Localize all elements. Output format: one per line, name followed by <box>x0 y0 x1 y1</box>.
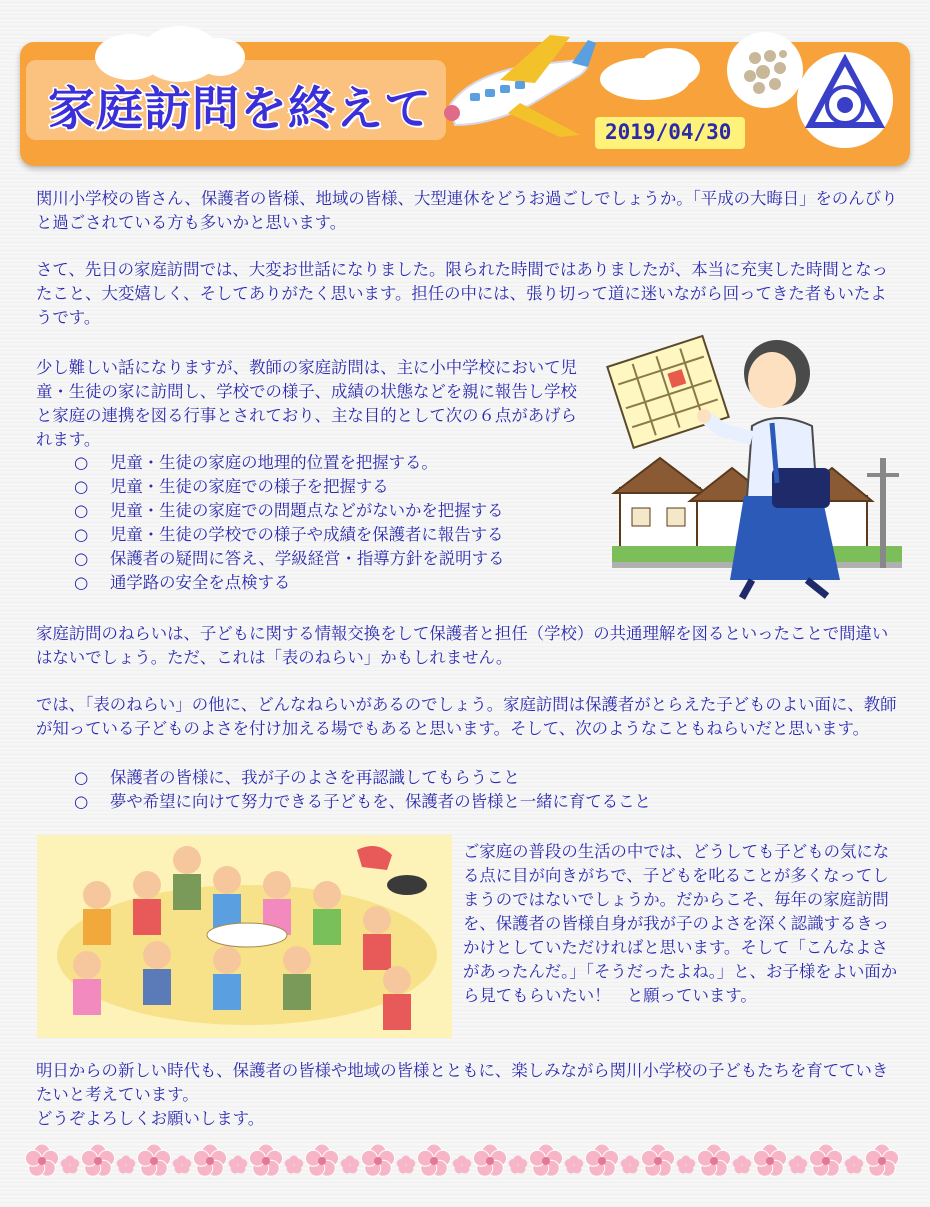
list-item <box>74 523 503 547</box>
date-text: 2019/04/30 <box>605 120 732 144</box>
sakura-icon <box>733 1156 752 1174</box>
sakura-icon <box>117 1156 136 1174</box>
flower-decoration <box>725 28 805 113</box>
bullet-mark: ○ <box>74 501 89 520</box>
sakura-icon <box>621 1156 640 1174</box>
sakura-icon <box>229 1156 248 1174</box>
sakura-icon <box>341 1156 360 1174</box>
school-emblem-icon <box>795 50 895 150</box>
list-item-text: 児童・生徒の家庭での様子を把握する <box>110 477 389 496</box>
list-item-text: 保護者の疑問に答え、学級経営・指導方針を説明する <box>110 549 505 568</box>
airplane-icon <box>430 25 600 155</box>
list-item <box>74 475 389 499</box>
paragraph-greeting: 関川小学校の皆さん、保護者の皆様、地域の皆様、大型連休をどうお過ごしでしょうか。「平成の大晦日」をのんびりと過ごされている方も多いかと思います。 <box>36 189 898 232</box>
list-item-text: 保護者の皆様に、我が子のよさを再認識してもらうこと <box>110 768 520 787</box>
sakura-icon <box>809 1144 842 1176</box>
list-item <box>74 451 438 475</box>
sakura-icon <box>305 1144 338 1176</box>
sakura-icon <box>529 1144 562 1176</box>
paragraph-aim-surface: 家庭訪問のねらいは、子どもに関する情報交換をして保護者と担任（学校）の共通理解を図るといったことで間違いはないでしょう。ただ、これは「表のねらい」かもしれません。 <box>36 624 889 667</box>
list-item <box>74 571 290 595</box>
list-item <box>74 547 504 571</box>
paragraph-request: ご家庭の普段の生活の中では、どうしても子どもの気になる点に目が向きがちで、子どもを叱ることが多くなってしまうのではないでしょうか。だからこそ、毎年の家庭訪問を、保護者の皆様自身が我が子のよさを深く認識するきっかけとしていただければと思います。そして「こんなよさがあったんだ。」「そうだったよね。」と、お子様をよい面から見てもらいたい！ と願っています。 <box>463 842 898 1005</box>
sakura-icon <box>285 1156 304 1174</box>
sakura-icon <box>25 1144 58 1176</box>
children-illustration <box>37 835 452 1038</box>
paragraph-thanks: さて、先日の家庭訪問では、大変お世話になりました。限られた時間ではありましたが、本当に充実した時間となったこと、大変嬉しく、そしてありがたく思います。担任の中には、張り切って道に迷いながら回ってきた者もいたようです。 <box>36 260 888 327</box>
list-item-text: 児童・生徒の家庭の地理的位置を把握する。 <box>110 453 438 472</box>
list-item <box>74 499 503 523</box>
list-item-text: 児童・生徒の学校での様子や成績を保護者に報告する <box>110 525 504 544</box>
list-item-text: 児童・生徒の家庭での問題点などがないかを把握する <box>110 501 504 520</box>
sakura-icon <box>417 1144 450 1176</box>
list-item-text: 夢や希望に向けて努力できる子どもを、保護者の皆様と一緒に育てること <box>110 792 651 811</box>
bullet-mark: ○ <box>74 453 89 472</box>
sakura-icon <box>249 1144 282 1176</box>
sakura-icon <box>137 1144 170 1176</box>
teacher-illustration <box>612 318 902 603</box>
paragraph-regards: どうぞよろしくお願いします。 <box>36 1109 265 1128</box>
list-item <box>74 790 651 814</box>
sakura-icon <box>453 1156 472 1174</box>
sakura-icon <box>193 1144 226 1176</box>
paragraph-closing: 明日からの新しい時代も、保護者の皆様や地域の皆様とともに、楽しみながら関川小学校の子どもたちを育てていきたいと考えています。 <box>36 1061 889 1104</box>
bullet-mark: ○ <box>74 525 89 544</box>
list-item-text: 通学路の安全を点検する <box>110 573 291 592</box>
sakura-icon <box>81 1144 114 1176</box>
sakura-icon <box>845 1156 864 1174</box>
sakura-icon <box>473 1144 506 1176</box>
sakura-icon <box>361 1144 394 1176</box>
sakura-border <box>20 1140 910 1182</box>
bullet-mark: ○ <box>74 573 89 592</box>
paragraph-aim-hidden: では、「表のねらい」の他に、どんなねらいがあるのでしょう。家庭訪問は保護者がとらえた子どものよい面に、教師が知っている子どものよさを付け加える場でもあると思います。そして、次のようなこともねらいだと思います。 <box>36 695 897 738</box>
sakura-icon <box>565 1156 584 1174</box>
sakura-icon <box>173 1156 192 1174</box>
paragraph-purpose-intro: 少し難しい話になりますが、教師の家庭訪問は、主に小中学校において児童・生徒の家に訪問し、学校での様子、成績の状態などを親に報告し学校と家庭の連携を図る行事とされており、主な目的として次の６点があげられます。 <box>36 358 577 449</box>
sakura-icon <box>789 1156 808 1174</box>
sakura-icon <box>641 1144 674 1176</box>
bullet-mark: ○ <box>74 792 89 811</box>
cloud-decoration <box>195 38 245 76</box>
bullet-mark: ○ <box>74 477 89 496</box>
sakura-icon <box>677 1156 696 1174</box>
sakura-icon <box>865 1144 898 1176</box>
sakura-icon <box>753 1144 786 1176</box>
cloud-decoration <box>640 48 700 88</box>
sakura-icon <box>61 1156 80 1174</box>
bullet-mark: ○ <box>74 768 89 787</box>
page-title: 家庭訪問を終えて <box>48 82 432 137</box>
sakura-icon <box>509 1156 528 1174</box>
sakura-icon <box>397 1156 416 1174</box>
sakura-icon <box>697 1144 730 1176</box>
sakura-icon <box>585 1144 618 1176</box>
bullet-mark: ○ <box>74 549 89 568</box>
list-item <box>74 766 520 790</box>
